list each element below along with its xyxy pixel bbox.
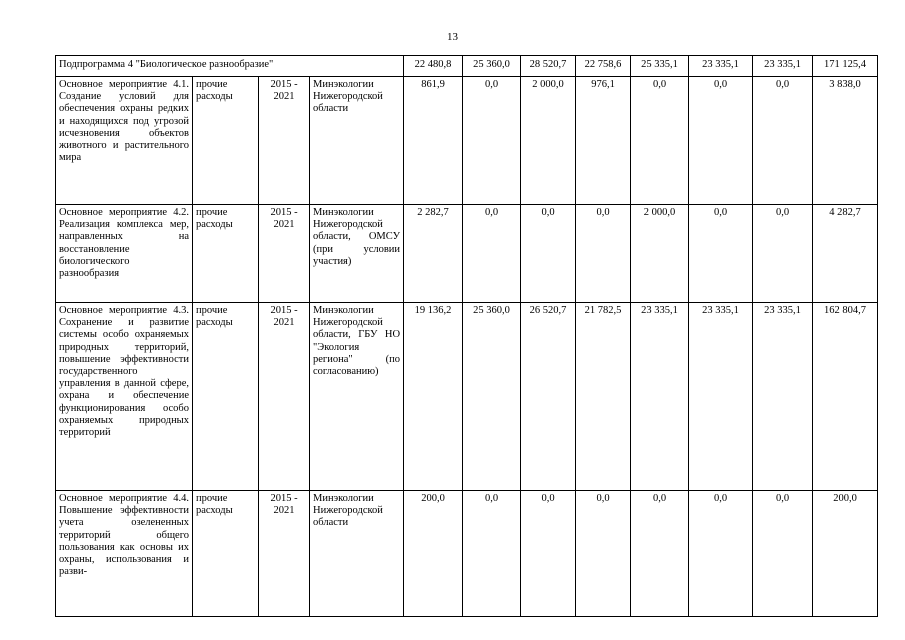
executor: Минэкологии Нижегородской области, ОМСУ (при условии участия) [310, 205, 404, 303]
year-value: 0,0 [631, 77, 689, 205]
year-value: 0,0 [631, 491, 689, 617]
activity-name: Основное мероприятие 4.1. Создание условий для обеспечения охраны редких и находящихся под угрозой исчезновения объектов животного и растительного мира [56, 77, 193, 205]
year-value: 0,0 [689, 205, 753, 303]
year-value: 0,0 [689, 491, 753, 617]
subprogram-value: 23 335,1 [753, 56, 813, 77]
subprogram-value: 25 360,0 [463, 56, 521, 77]
year-value: 23 335,1 [631, 303, 689, 491]
year-value: 2 000,0 [521, 77, 576, 205]
year-value: 21 782,5 [576, 303, 631, 491]
year-value: 0,0 [753, 491, 813, 617]
year-value: 0,0 [576, 205, 631, 303]
year-value: 25 360,0 [463, 303, 521, 491]
row-total: 4 282,7 [813, 205, 878, 303]
year-value: 0,0 [521, 491, 576, 617]
page-number: 13 [447, 31, 458, 43]
activity-name: Основное мероприятие 4.2. Реализация комплекса мер, направленных на восстановление биологического разнообразия [56, 205, 193, 303]
expense-type: прочие расходы [193, 205, 259, 303]
table-row [56, 491, 878, 617]
executor: Минэкологии Нижегородской области [310, 77, 404, 205]
subprogram-title: Подпрограмма 4 "Биологическое разнообразие" [56, 56, 404, 77]
expense-type: прочие расходы [193, 303, 259, 491]
year-value: 0,0 [753, 77, 813, 205]
row-total: 200,0 [813, 491, 878, 617]
expense-type: прочие расходы [193, 77, 259, 205]
executor: Минэкологии Нижегородской области, ГБУ НО "Экология региона" (по согласованию) [310, 303, 404, 491]
year-value: 23 335,1 [753, 303, 813, 491]
period: 2015 - 2021 [259, 491, 310, 617]
executor: Минэкологии Нижегородской области [310, 491, 404, 617]
subprogram-value: 23 335,1 [689, 56, 753, 77]
year-value: 976,1 [576, 77, 631, 205]
subprogram-value: 25 335,1 [631, 56, 689, 77]
activity-name: Основное мероприятие 4.3. Сохранение и развитие системы особо охраняемых природных территорий, повышение эффективности государственного управления в данной сфере, охрана и обеспечение функционирования особо охраняемых природных территорий [56, 303, 193, 491]
period: 2015 - 2021 [259, 303, 310, 491]
subprogram-value: 28 520,7 [521, 56, 576, 77]
table-row [56, 303, 878, 491]
year-value: 2 000,0 [631, 205, 689, 303]
year-value: 0,0 [753, 205, 813, 303]
expense-type: прочие расходы [193, 491, 259, 617]
table-row [56, 77, 878, 205]
year-value: 26 520,7 [521, 303, 576, 491]
table-row [56, 205, 878, 303]
year-value: 0,0 [689, 77, 753, 205]
year-value: 0,0 [521, 205, 576, 303]
year-value: 200,0 [404, 491, 463, 617]
subprogram-value: 22 480,8 [404, 56, 463, 77]
subprogram-total: 171 125,4 [813, 56, 878, 77]
year-value: 2 282,7 [404, 205, 463, 303]
row-total: 162 804,7 [813, 303, 878, 491]
year-value: 861,9 [404, 77, 463, 205]
period: 2015 - 2021 [259, 77, 310, 205]
year-value: 0,0 [463, 491, 521, 617]
year-value: 23 335,1 [689, 303, 753, 491]
row-total: 3 838,0 [813, 77, 878, 205]
period: 2015 - 2021 [259, 205, 310, 303]
year-value: 0,0 [463, 205, 521, 303]
subprogram-row [56, 56, 878, 77]
activity-name: Основное мероприятие 4.4. Повышение эффективности учета озелененных территорий общего пользования как основы их охраны, использования и разви- [56, 491, 193, 617]
year-value: 19 136,2 [404, 303, 463, 491]
program-table [55, 55, 878, 617]
year-value: 0,0 [576, 491, 631, 617]
year-value: 0,0 [463, 77, 521, 205]
subprogram-value: 22 758,6 [576, 56, 631, 77]
